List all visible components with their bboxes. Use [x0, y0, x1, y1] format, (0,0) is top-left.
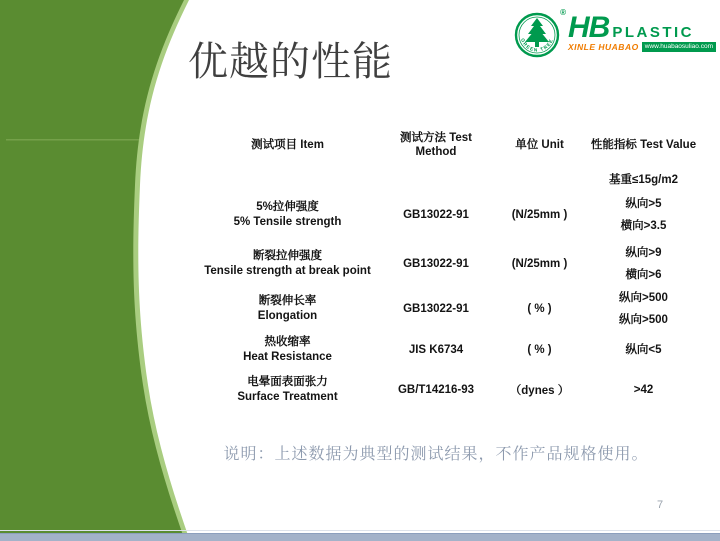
sidebar-curve-fill [0, 0, 185, 541]
logo-text-block [568, 11, 716, 52]
test-method: JIS K6734 [408, 344, 464, 356]
table-row [200, 240, 705, 287]
green-tree-emblem [512, 8, 564, 60]
logo-plastic-word: PLASTIC [612, 24, 695, 41]
table-row [200, 190, 705, 240]
logo-company-name: XINLE HUABAO [568, 42, 639, 52]
item-name-en: Tensile strength at break point [204, 264, 371, 277]
tree-icon [525, 18, 549, 47]
footer-hairline [0, 530, 720, 531]
test-method: GB13022-91 [403, 209, 469, 221]
col-header-unit: 单位 Unit [515, 139, 564, 151]
registered-mark: ® [560, 8, 566, 17]
test-value: 纵向>9 [625, 246, 662, 259]
test-method: GB13022-91 [403, 257, 469, 270]
test-value: 纵向<5 [625, 344, 662, 356]
test-value: >42 [633, 384, 654, 396]
test-value: 纵向>5 [625, 198, 662, 210]
emblem-text: GREEN TREE [519, 37, 555, 54]
test-value: 纵向>500 [619, 292, 668, 304]
unit: (N/25mm ) [511, 257, 568, 270]
unit: ( % ) [527, 344, 552, 356]
test-method: GB/T14216-93 [397, 384, 475, 396]
logo-subtitle-row [568, 42, 716, 52]
table-basis-row [200, 168, 705, 190]
test-value: 横向>3.5 [620, 220, 667, 232]
unit: （dynes ） [509, 385, 570, 397]
item-name-en: Heat Resistance [243, 351, 332, 363]
sidebar-curve-shape [0, 0, 200, 541]
item-name-cn: 5%拉伸强度 [256, 201, 319, 213]
sidebar-accent-line [6, 139, 139, 141]
table-header-row [200, 122, 705, 168]
item-name-cn: 断裂伸长率 [258, 295, 317, 307]
spec-table [200, 122, 705, 411]
green-tree-emblem-svg [512, 8, 564, 60]
item-name-en: 5% Tensile strength [233, 216, 342, 228]
unit: ( % ) [527, 303, 552, 315]
item-name-en: Elongation [257, 310, 318, 322]
footer-bar [0, 533, 720, 541]
col-header-value: 性能指标 Test Value [590, 139, 697, 151]
logo-hb-letters: HB [568, 11, 610, 44]
col-header-method: 测试方法 Test Method [400, 132, 472, 158]
test-value: 横向>6 [625, 268, 662, 281]
footnote: 说明：上述数据为典型的测试结果，不作产品规格使用。 [223, 446, 649, 463]
item-name-en: Surface Treatment [237, 391, 338, 403]
basis-weight-value: 基重≤15g/m2 [609, 174, 678, 186]
test-method: GB13022-91 [403, 303, 469, 315]
unit: (N/25mm ) [511, 209, 568, 221]
logo-wordmark [568, 11, 716, 44]
table-row [200, 331, 705, 369]
table-row [200, 287, 705, 331]
test-value: 纵向>500 [619, 314, 668, 326]
col-header-item: 测试项目 Item [251, 139, 324, 151]
item-name-cn: 断裂拉伸强度 [253, 249, 322, 262]
logo-website: www.huabaosuliao.com [642, 42, 716, 52]
company-logo [512, 8, 716, 60]
item-name-cn: 电晕面表面张力 [247, 376, 328, 388]
table-row [200, 369, 705, 411]
page-title: 优越的性能 [188, 39, 393, 84]
page-number: 7 [656, 499, 664, 511]
item-name-cn: 热收缩率 [264, 336, 311, 348]
